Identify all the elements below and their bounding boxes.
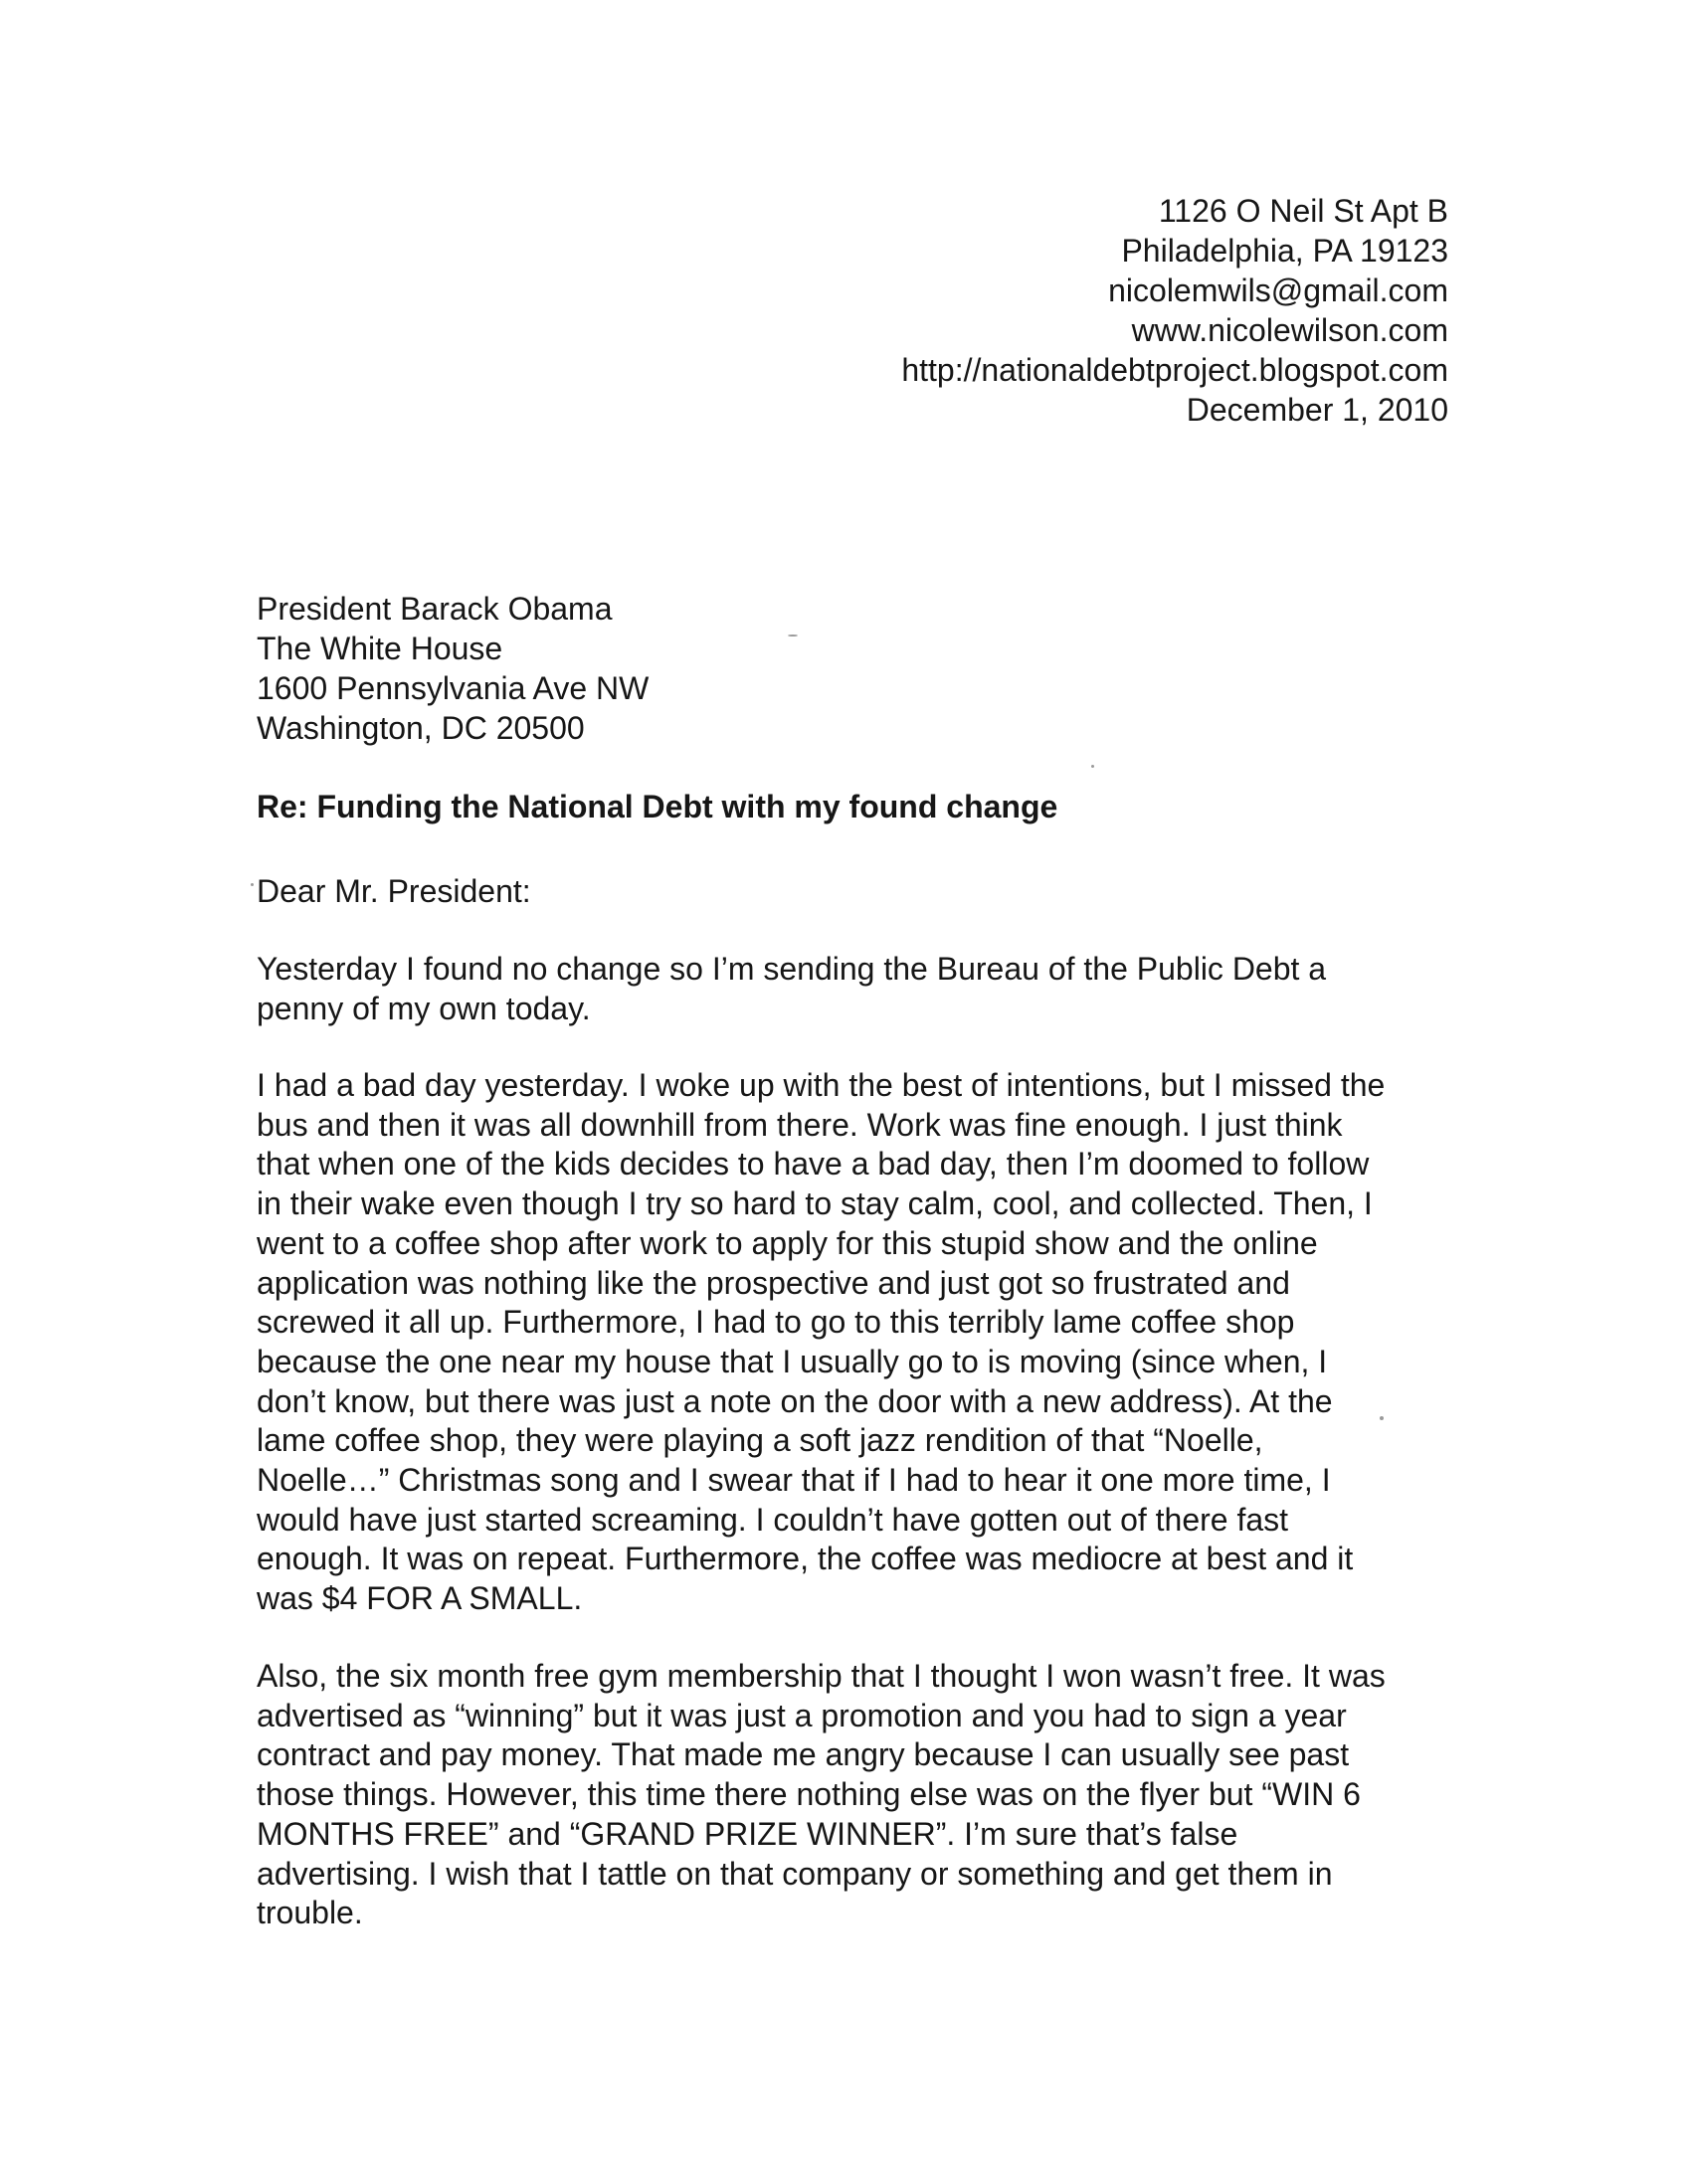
recipient-name: President Barack Obama [257,591,613,627]
scan-speck [1380,1416,1384,1420]
scan-speck [251,883,254,886]
recipient-street: 1600 Pennsylvania Ave NW [257,670,650,706]
body-paragraph [257,1066,1490,1619]
paragraph-line: would have just started screaming. I couldn’t have gotten out of there fast [257,1501,1289,1538]
paragraph-line: Yesterday I found no change so I’m sending the Bureau of the Public Debt a [257,951,1327,987]
subject-line: Re: Funding the National Debt with my found change [257,789,1058,824]
paragraph-line: trouble. [257,1895,363,1931]
paragraph-line: screwed it all up. Furthermore, I had to go to this terribly lame coffee shop [257,1304,1295,1341]
paragraph-line: because the one near my house that I usually go to is moving (since when, I [257,1343,1328,1379]
paragraph-line: in their wake even though I try so hard to stay calm, cool, and collected. Then, I [257,1185,1373,1222]
body-paragraph [257,950,1490,1028]
paragraph-line: those things. However, this time there nothing else was on the flyer but “WIN 6 [257,1776,1361,1813]
scan-speck [788,635,798,637]
paragraph-line: went to a coffee shop after work to apply for this stupid show and the online [257,1224,1318,1261]
paragraph-line: I had a bad day yesterday. I woke up with the best of intentions, but I missed the [257,1067,1386,1103]
recipient-address-block [257,589,649,748]
paragraph-line: lame coffee shop, they were playing a soft jazz rendition of that “Noelle, [257,1422,1263,1459]
paragraph-line: penny of my own today. [257,990,591,1026]
body-paragraph [257,1657,1490,1933]
recipient-organization: The White House [257,631,503,666]
sender-website: www.nicolewilson.com [1131,312,1448,348]
letter-date: December 1, 2010 [1186,392,1448,428]
paragraph-line: was $4 FOR A SMALL. [257,1580,583,1617]
paragraph-line: advertised as “winning” but it was just a promotion and you had to sign a year [257,1697,1347,1733]
salutation: Dear Mr. President: [257,873,531,909]
paragraph-line: that when one of the kids decides to have a bad day, then I’m doomed to follow [257,1146,1370,1183]
paragraph-line: advertising. I wish that I tattle on that company or something and get them in [257,1855,1333,1892]
scan-speck [1091,765,1094,768]
paragraph-line: don’t know, but there was just a note on the door with a new address). At the [257,1382,1333,1419]
paragraph-line: contract and pay money. That made me angry because I can usually see past [257,1736,1350,1773]
paragraph-line: MONTHS FREE” and “GRAND PRIZE WINNER”. I’m sure that’s false [257,1815,1238,1852]
sender-address-block [901,191,1448,430]
paragraph-line: bus and then it was all downhill from there. Work was fine enough. I just think [257,1106,1343,1143]
paragraph-line: application was nothing like the prospective and just got so frustrated and [257,1264,1290,1301]
sender-city: Philadelphia, PA 19123 [1121,233,1448,269]
paragraph-line: Noelle…” Christmas song and I swear that if I had to hear it one more time, I [257,1462,1331,1499]
sender-email: nicolemwils@gmail.com [1108,273,1448,308]
recipient-city: Washington, DC 20500 [257,710,585,746]
paragraph-line: Also, the six month free gym membership that I thought I won wasn’t free. It was [257,1658,1386,1694]
sender-blog: http://nationaldebtproject.blogspot.com [901,352,1448,388]
sender-street: 1126 O Neil St Apt B [1158,193,1448,229]
paragraph-line: enough. It was on repeat. Furthermore, the coffee was mediocre at best and it [257,1541,1354,1577]
